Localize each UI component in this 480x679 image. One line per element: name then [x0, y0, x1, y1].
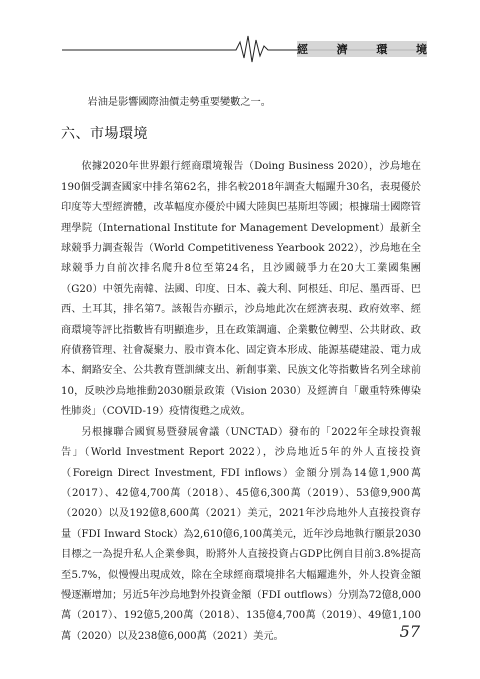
intro-line: 岩油是影響國際油價走勢重要變數之一。 — [87, 97, 271, 108]
header-line-left — [62, 36, 297, 62]
paragraph-business-environment: 依據2020年世界銀行經商環境報告（Doing Business 2020），沙烏地在190個受調查國家中排名第62名，排名較2018年調查大幅躍升30名，表現優於印度等大型經濟體，改革幅度亦優於中國大陸與巴基斯坦等國；根據瑞士國際管理學院（International Institute for Management Development）最新全球競爭力調查報告（World Competitiveness Yearbook 2022），沙烏地在全球競爭力自前次排名爬升8位至第24名，且沙國競爭力在20大工業國集團（G20）中領先南韓、法國、印度、日本、義大利、阿根廷、印尼、墨西哥、巴西、土耳其，排名第7。該報告亦顯示，沙烏地此次在經濟表現、政府效率、經商環境等評比指數皆有明顯進步，且在政策調適、企業數位轉型、公共財政、政府債務管理、社會凝聚力、股市資本化、固定資本形成、能源基礎建設、電力成本、網路安全、公共教育暨訓練支出、新創事業、民族文化等指數皆名列全球前10，反映沙烏地推動2030願景政策（Vision 2030）及經濟自「嚴重特殊傳染性肺炎」（COVID-19）疫情復甦之成效。 — [61, 161, 421, 418]
page-body — [61, 93, 421, 647]
header-section-label — [297, 40, 427, 57]
paragraph-fdi: 另根據聯合國貿易暨發展會議（UNCTAD）發布的「2022年全球投資報告」（World Investment Report 2022），沙烏地近5年的外人直接投資（Foreign Direct Investment, FDI inflows）金額分別為14億1,900萬（2017）、42億4,700萬（2018）、45億6,300萬（2019）、53億9,900萬（2020）以及192億8,600萬（2021）美元，2021年沙烏地外人直接投資存量（FDI Inward Stock）為2,610億6,100萬美元，近年沙烏地執行願景2030目標之一為提升私人企業參與，盼將外人直接投資占GDP比例自目前3.8%提高至5.7%，似慢慢出現成效，除在全球經商環境排名大幅躍進外，外人投資金額慢逐漸增加；另近5年沙烏地對外投資金額（FDI outflows）分別為72億8,000萬（2017）、192億5,200萬（2018）、135億4,700萬（2019）、49億1,100萬（2020）以及238億6,000萬（2021）美元。 — [61, 426, 421, 642]
header-rule-heartbeat — [0, 0, 480, 70]
header-char-4: 境 — [415, 42, 427, 56]
page-header — [0, 0, 480, 70]
header-char-2: 濟 — [336, 42, 348, 56]
header-char-1: 經 — [297, 42, 308, 56]
header-char-3: 環 — [376, 42, 388, 56]
page-number: 57 — [399, 622, 420, 641]
section-heading: 六、市場環境 — [61, 126, 148, 143]
